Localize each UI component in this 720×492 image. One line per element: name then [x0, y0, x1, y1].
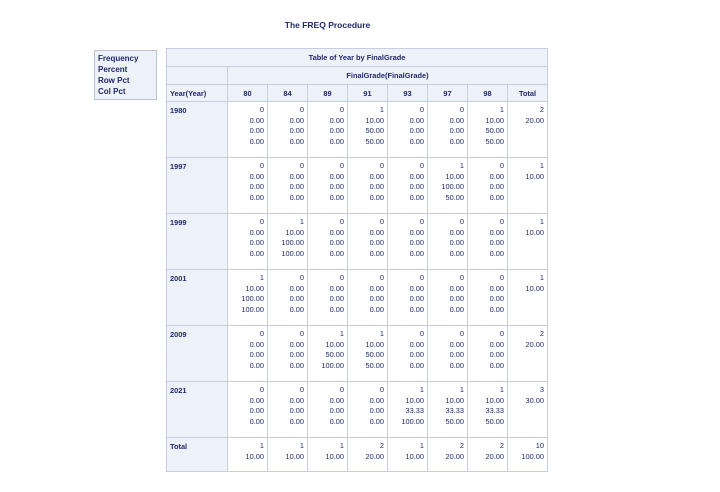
cell-value: 10.00	[245, 283, 264, 293]
column-header: Total	[508, 85, 548, 102]
cell-value: 0.00	[449, 126, 464, 135]
column-header: 89	[308, 85, 348, 102]
cell-value: 0	[499, 329, 504, 338]
table-cell	[388, 270, 428, 326]
row-label: 2021	[167, 382, 228, 438]
row-label: 1997	[167, 158, 228, 214]
cell-value: 0.00	[289, 294, 304, 303]
cell-value: 0.00	[289, 115, 304, 125]
cell-value: 0.00	[329, 406, 344, 415]
table-cell	[308, 270, 348, 326]
cell-value: 0.00	[289, 192, 304, 202]
column-header: 80	[228, 85, 268, 102]
cell-value: 1	[379, 329, 384, 338]
cell-value: 0.00	[489, 350, 504, 359]
cell-value: 2	[379, 441, 384, 450]
cell-value: 100.00	[321, 360, 344, 370]
cell-value: 0.00	[249, 238, 264, 247]
table-row	[167, 102, 548, 158]
cell-value: 1	[459, 385, 464, 394]
cell-value: 0.00	[249, 115, 264, 125]
cell-value: 0	[299, 273, 304, 282]
cell-value: 0.00	[369, 283, 384, 293]
cell-value: 0.00	[409, 238, 424, 247]
cell-value: 0	[339, 161, 344, 170]
row-label: 2001	[167, 270, 228, 326]
cell-value: 100.00	[241, 304, 264, 314]
table-cell	[308, 158, 348, 214]
table-cell	[388, 158, 428, 214]
table-row	[167, 382, 548, 438]
table-row	[167, 214, 548, 270]
cell-value: 20.00	[365, 451, 384, 461]
cell-value: 0	[339, 217, 344, 226]
cell-value: 0.00	[289, 406, 304, 415]
cell-value: 0.00	[449, 360, 464, 370]
cell-value: 0.00	[369, 192, 384, 202]
cell-value: 0.00	[489, 360, 504, 370]
cell-value: 0.00	[289, 360, 304, 370]
cell-value: 33.33	[485, 406, 504, 415]
cell-value: 50.00	[365, 126, 384, 135]
cell-value: 50.00	[365, 360, 384, 370]
table-cell	[508, 214, 548, 270]
cell-value: 50.00	[445, 192, 464, 202]
cell-value: 0.00	[409, 248, 424, 258]
cell-value: 0.00	[329, 136, 344, 146]
cell-value: 1	[299, 441, 304, 450]
table-cell	[508, 326, 548, 382]
cell-value: 0.00	[249, 416, 264, 426]
cell-value: 0	[499, 273, 504, 282]
table-cell	[508, 102, 548, 158]
cell-value: 0.00	[369, 238, 384, 247]
cell-value: 0	[299, 105, 304, 114]
cell-value: 0.00	[249, 182, 264, 191]
cell-value: 10.00	[285, 227, 304, 237]
cell-value: 0.00	[369, 171, 384, 181]
cell-value: 0.00	[409, 126, 424, 135]
row-label: 1999	[167, 214, 228, 270]
cell-value: 0.00	[369, 248, 384, 258]
table-row	[167, 438, 548, 472]
legend-item: Frequency	[98, 54, 139, 63]
cell-value: 0.00	[449, 283, 464, 293]
cell-value: 0.00	[449, 339, 464, 349]
cell-value: 50.00	[485, 136, 504, 146]
cell-value: 0	[379, 273, 384, 282]
cell-value: 0.00	[329, 416, 344, 426]
cell-value: 0.00	[489, 227, 504, 237]
table-cell	[308, 102, 348, 158]
cell-value: 0	[459, 105, 464, 114]
table-cell	[428, 270, 468, 326]
cell-value: 10.00	[525, 227, 544, 237]
cell-contents-legend	[94, 50, 157, 100]
cell-value: 0	[299, 329, 304, 338]
cell-value: 0.00	[249, 350, 264, 359]
cell-value: 1	[259, 273, 264, 282]
cell-value: 0.00	[369, 304, 384, 314]
cell-value: 1	[339, 441, 344, 450]
cell-value: 10.00	[325, 339, 344, 349]
cell-value: 3	[539, 385, 544, 394]
cell-value: 50.00	[445, 416, 464, 426]
table-cell	[268, 326, 308, 382]
table-cell	[348, 382, 388, 438]
cell-value: 0.00	[409, 136, 424, 146]
cell-value: 0.00	[289, 171, 304, 181]
cell-value: 0.00	[369, 406, 384, 415]
cell-value: 0	[259, 385, 264, 394]
cell-value: 0.00	[489, 294, 504, 303]
legend-item: Percent	[98, 65, 128, 74]
cell-value: 0.00	[409, 294, 424, 303]
table-cell	[508, 382, 548, 438]
column-header: 91	[348, 85, 388, 102]
table-cell	[468, 270, 508, 326]
table-cell	[348, 270, 388, 326]
cell-value: 0.00	[249, 248, 264, 258]
cell-value: 0.00	[249, 136, 264, 146]
cell-value: 1	[419, 441, 424, 450]
table-cell	[268, 158, 308, 214]
cell-value: 33.33	[445, 406, 464, 415]
cell-value: 0.00	[489, 248, 504, 258]
cell-value: 0.00	[369, 227, 384, 237]
cell-value: 0.00	[289, 416, 304, 426]
cell-value: 0.00	[369, 182, 384, 191]
cell-value: 0.00	[289, 182, 304, 191]
cell-value: 0	[339, 105, 344, 114]
cell-value: 0.00	[289, 395, 304, 405]
cell-value: 0	[419, 329, 424, 338]
cell-value: 0	[419, 217, 424, 226]
cell-value: 1	[539, 217, 544, 226]
table-cell	[388, 382, 428, 438]
cell-value: 1	[299, 217, 304, 226]
cell-value: 50.00	[485, 126, 504, 135]
table-cell	[228, 382, 268, 438]
cell-value: 0.00	[409, 227, 424, 237]
cell-value: 1	[499, 385, 504, 394]
cell-value: 1	[539, 273, 544, 282]
cell-value: 0.00	[409, 283, 424, 293]
table-cell	[228, 102, 268, 158]
cell-value: 10.00	[445, 171, 464, 181]
cell-value: 0	[419, 161, 424, 170]
cell-value: 0.00	[329, 126, 344, 135]
cell-value: 0.00	[329, 192, 344, 202]
table-cell	[468, 214, 508, 270]
cell-value: 0.00	[409, 339, 424, 349]
table-cell	[348, 326, 388, 382]
table-cell	[268, 270, 308, 326]
cell-value: 0.00	[329, 115, 344, 125]
cell-value: 0.00	[449, 115, 464, 125]
cell-value: 10.00	[365, 115, 384, 125]
cell-value: 0.00	[489, 182, 504, 191]
cell-value: 10.00	[405, 451, 424, 461]
cell-value: 0	[259, 105, 264, 114]
column-header: 93	[388, 85, 428, 102]
row-variable-header: Year(Year)	[167, 85, 228, 102]
cell-value: 30.00	[525, 395, 544, 405]
table-cell	[228, 270, 268, 326]
cell-value: 0	[299, 385, 304, 394]
cell-value: 0.00	[409, 182, 424, 191]
cell-value: 10.00	[285, 451, 304, 461]
row-label: 2009	[167, 326, 228, 382]
table-cell	[228, 214, 268, 270]
cell-value: 0.00	[409, 304, 424, 314]
cell-value: 0.00	[329, 227, 344, 237]
cell-value: 100.00	[241, 294, 264, 303]
cell-value: 0.00	[289, 283, 304, 293]
table-cell	[428, 438, 468, 472]
cell-value: 0	[379, 161, 384, 170]
cell-value: 50.00	[485, 416, 504, 426]
cell-value: 0.00	[329, 248, 344, 258]
table-cell	[468, 438, 508, 472]
cell-value: 10.00	[365, 339, 384, 349]
cell-value: 0.00	[449, 304, 464, 314]
cell-value: 0.00	[449, 136, 464, 146]
cell-value: 0.00	[329, 294, 344, 303]
cell-value: 0	[419, 105, 424, 114]
cell-value: 0.00	[249, 360, 264, 370]
cell-value: 0.00	[409, 192, 424, 202]
cell-value: 0	[499, 161, 504, 170]
cell-value: 1	[419, 385, 424, 394]
table-cell	[388, 438, 428, 472]
cell-value: 0.00	[249, 192, 264, 202]
cell-value: 2	[539, 105, 544, 114]
cell-value: 0	[379, 217, 384, 226]
cell-value: 10.00	[325, 451, 344, 461]
cell-value: 0.00	[329, 238, 344, 247]
cell-value: 0	[339, 385, 344, 394]
column-header: 84	[268, 85, 308, 102]
table-cell	[348, 214, 388, 270]
cell-value: 0.00	[409, 171, 424, 181]
cell-value: 0.00	[369, 294, 384, 303]
cell-value: 33.33	[405, 406, 424, 415]
table-row	[167, 270, 548, 326]
cell-value: 0	[419, 273, 424, 282]
row-label: 1980	[167, 102, 228, 158]
cell-value: 0	[299, 161, 304, 170]
procedure-title: The FREQ Procedure	[284, 20, 371, 30]
cell-value: 1	[379, 105, 384, 114]
cell-value: 10	[535, 441, 544, 450]
table-cell	[428, 102, 468, 158]
table-cell	[508, 438, 548, 472]
cell-value: 0.00	[449, 227, 464, 237]
cell-value: 10.00	[405, 395, 424, 405]
cell-value: 0.00	[489, 304, 504, 314]
cell-value: 20.00	[525, 115, 544, 125]
table-row	[167, 158, 548, 214]
legend-item: Col Pct	[98, 87, 126, 96]
cell-value: 0.00	[289, 304, 304, 314]
table-cell	[268, 214, 308, 270]
table-cell	[428, 158, 468, 214]
table-cell	[348, 158, 388, 214]
column-variable-header: FinalGrade(FinalGrade)	[228, 67, 548, 85]
table-cell	[388, 326, 428, 382]
cell-value: 100.00	[281, 238, 304, 247]
cell-value: 0.00	[489, 192, 504, 202]
table-cell	[508, 270, 548, 326]
table-cell	[228, 438, 268, 472]
cell-value: 10.00	[245, 451, 264, 461]
cell-value: 0	[459, 329, 464, 338]
cell-value: 0.00	[249, 395, 264, 405]
table-cell	[428, 214, 468, 270]
cell-value: 0.00	[369, 416, 384, 426]
cell-value: 0.00	[409, 350, 424, 359]
cell-value: 50.00	[365, 136, 384, 146]
table-cell	[348, 438, 388, 472]
table-cell	[508, 158, 548, 214]
cell-value: 10.00	[445, 395, 464, 405]
crosstab-table	[166, 48, 548, 472]
cell-value: 100.00	[281, 248, 304, 258]
cell-value: 0	[339, 273, 344, 282]
cell-value: 0.00	[249, 339, 264, 349]
cell-value: 0.00	[489, 339, 504, 349]
cell-value: 2	[459, 441, 464, 450]
cell-value: 20.00	[445, 451, 464, 461]
table-cell	[268, 438, 308, 472]
cell-value: 1	[259, 441, 264, 450]
cell-value: 0	[259, 217, 264, 226]
cell-value: 0	[459, 217, 464, 226]
cell-value: 10.00	[485, 395, 504, 405]
row-label: Total	[167, 438, 228, 472]
table-cell	[308, 382, 348, 438]
cell-value: 50.00	[325, 350, 344, 359]
table-cell	[468, 158, 508, 214]
cell-value: 2	[539, 329, 544, 338]
cell-value: 10.00	[525, 171, 544, 181]
cell-value: 100.00	[521, 451, 544, 461]
cell-value: 100.00	[401, 416, 424, 426]
column-header: 98	[468, 85, 508, 102]
corner-cell	[167, 67, 228, 85]
cell-value: 0	[499, 217, 504, 226]
table-cell	[388, 102, 428, 158]
table-cell	[428, 326, 468, 382]
cell-value: 0.00	[249, 227, 264, 237]
cell-value: 0.00	[329, 283, 344, 293]
cell-value: 0.00	[289, 136, 304, 146]
table-cell	[228, 158, 268, 214]
cell-value: 0.00	[449, 248, 464, 258]
cell-value: 0.00	[449, 238, 464, 247]
table-title: Table of Year by FinalGrade	[167, 49, 548, 67]
cell-value: 1	[539, 161, 544, 170]
table-cell	[228, 326, 268, 382]
cell-value: 1	[339, 329, 344, 338]
cell-value: 0.00	[329, 395, 344, 405]
cell-value: 2	[499, 441, 504, 450]
table-cell	[468, 382, 508, 438]
cell-value: 0.00	[369, 395, 384, 405]
cell-value: 0.00	[249, 126, 264, 135]
cell-value: 1	[499, 105, 504, 114]
table-cell	[348, 102, 388, 158]
table-cell	[428, 382, 468, 438]
cell-value: 10.00	[485, 115, 504, 125]
cell-value: 0.00	[289, 126, 304, 135]
table-cell	[308, 326, 348, 382]
table-cell	[468, 102, 508, 158]
cell-value: 0.00	[489, 283, 504, 293]
cell-value: 10.00	[525, 283, 544, 293]
cell-value: 0.00	[329, 304, 344, 314]
table-cell	[268, 102, 308, 158]
cell-value: 0.00	[329, 171, 344, 181]
cell-value: 0.00	[449, 350, 464, 359]
cell-value: 0.00	[489, 171, 504, 181]
cell-value: 0	[459, 273, 464, 282]
cell-value: 100.00	[441, 182, 464, 191]
table-cell	[268, 382, 308, 438]
cell-value: 0.00	[409, 115, 424, 125]
cell-value: 50.00	[365, 350, 384, 359]
table-cell	[468, 326, 508, 382]
table-cell	[308, 214, 348, 270]
cell-value: 0.00	[289, 339, 304, 349]
cell-value: 0.00	[409, 360, 424, 370]
cell-value: 0	[379, 385, 384, 394]
cell-value: 20.00	[525, 339, 544, 349]
cell-value: 0.00	[329, 182, 344, 191]
cell-value: 0.00	[489, 238, 504, 247]
legend-item: Row Pct	[98, 76, 130, 85]
cell-value: 0.00	[449, 294, 464, 303]
table-row	[167, 326, 548, 382]
cell-value: 0.00	[249, 406, 264, 415]
table-cell	[308, 438, 348, 472]
cell-value: 0	[259, 161, 264, 170]
cell-value: 0.00	[289, 350, 304, 359]
cell-value: 0.00	[249, 171, 264, 181]
cell-value: 20.00	[485, 451, 504, 461]
column-header: 97	[428, 85, 468, 102]
table-cell	[388, 214, 428, 270]
cell-value: 0	[259, 329, 264, 338]
cell-value: 1	[459, 161, 464, 170]
